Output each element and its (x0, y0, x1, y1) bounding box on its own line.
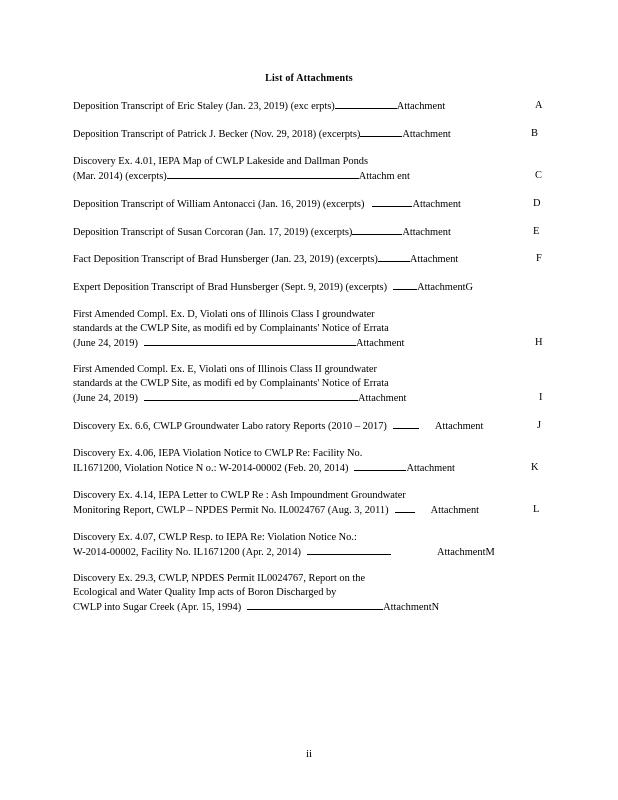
attachment-entry-m (73, 531, 545, 559)
attachment-entry-i (73, 363, 545, 405)
attachment-letter: E (533, 226, 540, 237)
entry-text: Discovery Ex. 6.6, CWLP Groundwater Labo ratory Reports (2010 – 2017) (73, 421, 387, 432)
page-number: ii (305, 748, 313, 760)
attachment-label: Attachment (357, 393, 407, 404)
attachment-entry-d (73, 197, 545, 211)
entry-text: Deposition Transcript of Patrick J. Becker (Nov. 29, 2018) (excerpts) (73, 129, 361, 140)
attachment-label: Attachment (383, 602, 432, 613)
attachment-label: Attachment (417, 282, 466, 293)
attachment-letter: H (535, 337, 543, 348)
attachment-label: Attachment (402, 129, 451, 140)
attachment-entry-e (73, 225, 545, 239)
attachment-letter: F (536, 253, 542, 264)
entry-text: Deposition Transcript of Eric Staley (Jan. 23, 2019) (exc erpts) (73, 101, 335, 112)
entry-text: W-2014-00002, Facility No. IL1671200 (Apr. 2, 2014) (73, 547, 301, 558)
attachment-letter: K (531, 462, 539, 473)
attachment-entry-h (73, 308, 545, 350)
entry-text: Ecological and Water Quality Imp acts of Boron Discharged by (73, 587, 337, 598)
entry-text: Deposition Transcript of Susan Corcoran (Jan. 17, 2019) (excerpts) (73, 227, 353, 238)
entry-text: Expert Deposition Transcript of Brad Hunsberger (Sept. 9, 2019) (excerpts) (73, 282, 388, 293)
attachment-letter: L (533, 504, 540, 515)
attachment-entry-c (73, 155, 545, 183)
attachment-letter: C (535, 170, 542, 181)
entry-text: (June 24, 2019) (73, 393, 138, 404)
attachment-label: Attachment (409, 254, 459, 265)
attachment-letter: M (485, 547, 495, 558)
attachment-entry-b (73, 127, 545, 141)
entry-text: Monitoring Report, CWLP – NPDES Permit No. IL0024767 (Aug. 3, 2011) (73, 505, 389, 516)
attachment-label: Attachm ent (358, 171, 410, 182)
attachment-letter: I (539, 392, 543, 403)
attachment-entry-f (73, 252, 545, 266)
attachment-entry-g (73, 280, 545, 294)
attachment-label: Attachment (412, 199, 461, 210)
entry-text: First Amended Compl. Ex. E, Violati ons of Illinois Class II groundwater (73, 364, 377, 375)
attachment-letter: J (537, 420, 542, 431)
attachment-label: Attachment (430, 505, 480, 516)
attachment-letter: N (431, 602, 440, 613)
attachment-entry-l (73, 489, 545, 517)
entry-text: Discovery Ex. 29.3, CWLP, NPDES Permit IL0024767, Report on the (73, 573, 366, 584)
attachment-letter: G (465, 282, 474, 293)
entry-text: IL1671200, Violation Notice N o.: W-2014-00002 (Feb. 20, 2014) (73, 463, 349, 474)
attachment-entry-j (73, 419, 545, 433)
entry-text: Discovery Ex. 4.06, IEPA Violation Notice to CWLP Re: Facility No. (73, 448, 363, 459)
entry-text: (June 24, 2019) (73, 338, 138, 349)
entry-text: Discovery Ex. 4.14, IEPA Letter to CWLP Re : Ash Impoundment Groundwater (73, 490, 406, 501)
attachment-label: Attachment (396, 101, 446, 112)
entry-text: CWLP into Sugar Creek (Apr. 15, 1994) (73, 602, 242, 613)
attachment-letter: D (533, 198, 541, 209)
attachment-entry-a (73, 99, 545, 113)
entry-text: Discovery Ex. 4.01, IEPA Map of CWLP Lakeside and Dallman Ponds (73, 156, 369, 167)
attachment-entry-n (73, 572, 545, 614)
attachment-label: Attachment (406, 463, 455, 474)
entry-text: standards at the CWLP Site, as modifi ed by Complainants' Notice of Errata (73, 378, 389, 389)
entry-text: Discovery Ex. 4.07, CWLP Resp. to IEPA Re: Violation Notice No.: (73, 532, 357, 543)
attachment-label: Attachment (434, 421, 484, 432)
attachment-label: Attachment (355, 338, 405, 349)
entry-text: Deposition Transcript of William Antonacci (Jan. 16, 2019) (excerpts) (73, 199, 365, 210)
entry-text: Fact Deposition Transcript of Brad Hunsberger (Jan. 23, 2019) (excerpts) (73, 254, 378, 265)
attachment-entry-k (73, 447, 545, 475)
attachment-label: Attachment (437, 547, 486, 558)
attachment-letter: A (535, 100, 543, 111)
attachment-letter: B (531, 128, 538, 139)
entry-text: standards at the CWLP Site, as modifi ed by Complainants' Notice of Errata (73, 323, 389, 334)
entry-text: First Amended Compl. Ex. D, Violati ons of Illinois Class I groundwater (73, 309, 375, 320)
page-title: List of Attachments (265, 73, 353, 84)
attachment-label: Attachment (402, 227, 451, 238)
entry-text: (Mar. 2014) (excerpts) (73, 171, 167, 182)
